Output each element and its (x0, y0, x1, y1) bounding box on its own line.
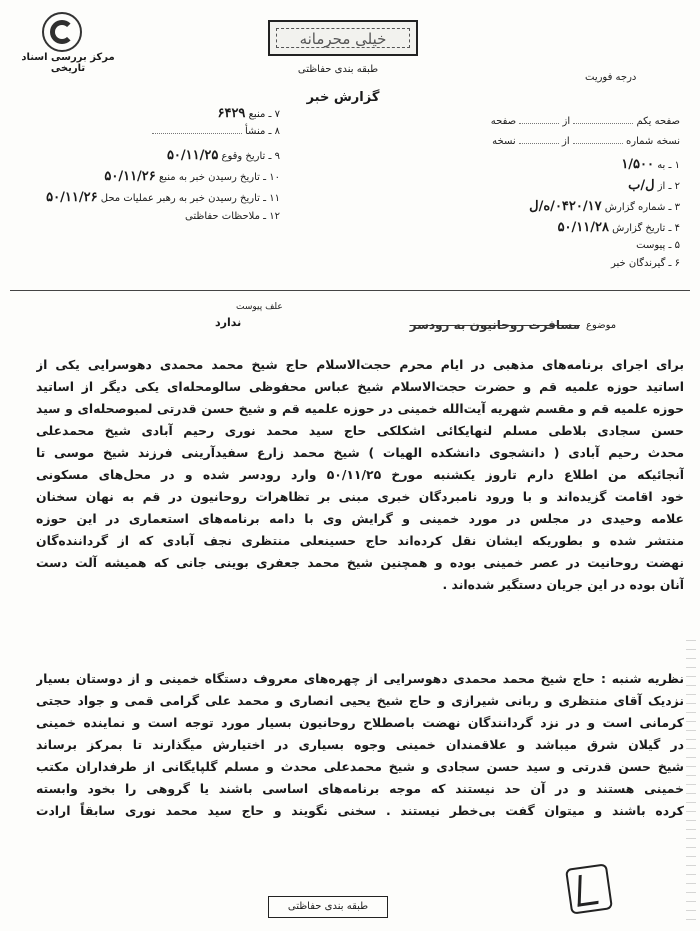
body-line: خمینی هستند و در آن حد نیستند که موجه برنامه‌های اساسی باشند یا گروهی را بخود وابسته (36, 781, 684, 796)
body-line: آنان بوده در این جریان دستگیر شده‌اند . (442, 577, 684, 592)
body-paragraph-2 (36, 668, 684, 822)
field-ops-receipt-date: ۱۱ ـ تاریخ رسیدن خبر به رهبر عملیات محل ۵۰/۱۱/۲۶ (46, 190, 280, 205)
field-recipients: ۶ ـ گیرندگان خبر (610, 258, 680, 269)
field-origin: ۸ ـ منشأ (40, 126, 280, 137)
field-to: ۱ ـ به ۱/۵۰۰ (621, 157, 680, 172)
attachment-value: ندارد (215, 316, 242, 329)
body-line: کرمانی است و در نزد گردانندگان نهضت باصطلاح روحانیون بسیار مورد توجه است و نماینده خمینی (36, 715, 684, 730)
body-line: نظریه شنبه : حاج شیخ محمد محمدی دهوسرایی از چهره‌های معروف دستگاه خمینی و از دوستان بسیار (36, 671, 684, 686)
field-attachment: ۵ ـ پیوست (636, 240, 680, 251)
priority-label: درجه فوریت (585, 72, 637, 83)
subject-value: مسافرت روحانیون به رودسر (409, 318, 580, 332)
body-line: برای اجرای برنامه‌های مذهبی در ایام محرم حجت‌الاسلام حاج شیخ محمد محمدی دهوسرایی یکی از (36, 357, 684, 372)
body-line: اساتید حوزه علمیه قم و حضرت حجت‌الاسلام شیخ عباس محفوظی سالومحله‌ای یکی دیگر از اساتید (36, 379, 684, 394)
field-from: ۲ ـ از ل/ب (628, 178, 680, 193)
divider (10, 290, 690, 291)
field-report-number: ۳ ـ شماره گزارش ۰۴۲۰/۱۷/ه/ل (529, 199, 680, 214)
body-line: حسن سجادی بلاطی مسلم لنهایکائی اشکلکی حاج سید محمد نوری رحیم آبادی شیخ محمدعلی (36, 423, 684, 438)
attachment-label: علف پیوست (236, 302, 283, 312)
classification-stamp-text: خیلی محرمانه (276, 28, 410, 48)
body-line: شیخ حسن قدرتی و سید حسن سجادی و شیخ محمدعلی محدث و مسلم گلپایگانی از طرفداران مکتب (36, 759, 684, 774)
footer-classification: طبقه بندی حفاظتی (268, 896, 388, 918)
body-line: محدث رحیم آبادی ( دانشجوی دانشکده الهیات ) شیخ محمد زارع سفیدآرینی فرزند شیخ موسی تا (36, 445, 684, 460)
field-source-receipt-date: ۱۰ ـ تاریخ رسیدن خبر به منبع ۵۰/۱۱/۲۶ (104, 169, 280, 184)
body-line: آنجائیکه من اطلاع دارم تاروز یکشنبه مورخ ۵۰/۱۱/۲۵ وارد رودسر شده و در محل‌های مسکونی (36, 467, 684, 482)
scan-margin-marks (686, 640, 696, 920)
body-line: در گیلان شرق میباشد و علاقمندان خمینی وجوه بسیاری در اختیارش میگذارند تا بمرکز برساند (36, 737, 684, 752)
body-line: علامه وحیدی در مجلس در مورد خمینی و گرایش وی با دامه برنامه‌های استعماری در این حوزه (36, 511, 684, 526)
field-source: ۷ ـ منبع ۶۴۲۹ (217, 106, 280, 121)
field-security-notes: ۱۲ ـ ملاحظات حفاظتی (185, 211, 280, 222)
body-line: کرده باشند و میتوان گفت بی‌خطر نیستند . سخنی نگویند و حاج سید محمد نوری سابقاً ارادت (36, 803, 684, 818)
field-page: صفحه یکم از صفحه (490, 116, 680, 127)
body-line: نزدیک آقای منتظری و ربانی شیرازی و حاج شیخ یحیی انصاری و محمد علی گرامی قمی و جواد حجتی (36, 693, 684, 708)
archive-logo-text: مرکز بررسی اسناد تاریخی (21, 52, 115, 74)
body-line: نهضت روحانیت در عصر خمینی بوده و همچنین شیخ محمد جعفری بوینی جانی که همیشه آلت دست (36, 555, 684, 570)
field-report-date: ۴ ـ تاریخ گزارش ۵۰/۱۱/۲۸ (557, 220, 680, 235)
body-line: منتشر شده و بطوریکه ایشان نقل کرده‌اند حاج حسینعلی منتظری نجف آبادی که از گرداننده‌گان (36, 533, 684, 548)
classification-label: طبقه بندی حفاظتی (297, 64, 379, 75)
handwritten-mark-icon (565, 863, 613, 914)
archive-logo-icon (42, 12, 82, 52)
field-occurrence-date: ۹ ـ تاریخ وقوع ۵۰/۱۱/۲۵ (166, 148, 280, 163)
body-line: خود اقامت گزیده‌اند و با ورود نامبردگان خبری مبنی بر تظاهرات روحانیون در قم به نهان سخنان (36, 489, 684, 504)
subject-label: موضوع (586, 320, 617, 331)
field-copy-number: نسخه شماره از نسخه (492, 136, 680, 147)
body-paragraph-1 (36, 354, 684, 596)
body-line: حوزه علمیه قم و مقسم شهریه آیت‌الله خمینی در حوزه علمیه قم و شیخ حسن قدرتی لمبوصحله‌ای و سید (36, 401, 684, 416)
report-title: گزارش خبر (306, 90, 380, 105)
